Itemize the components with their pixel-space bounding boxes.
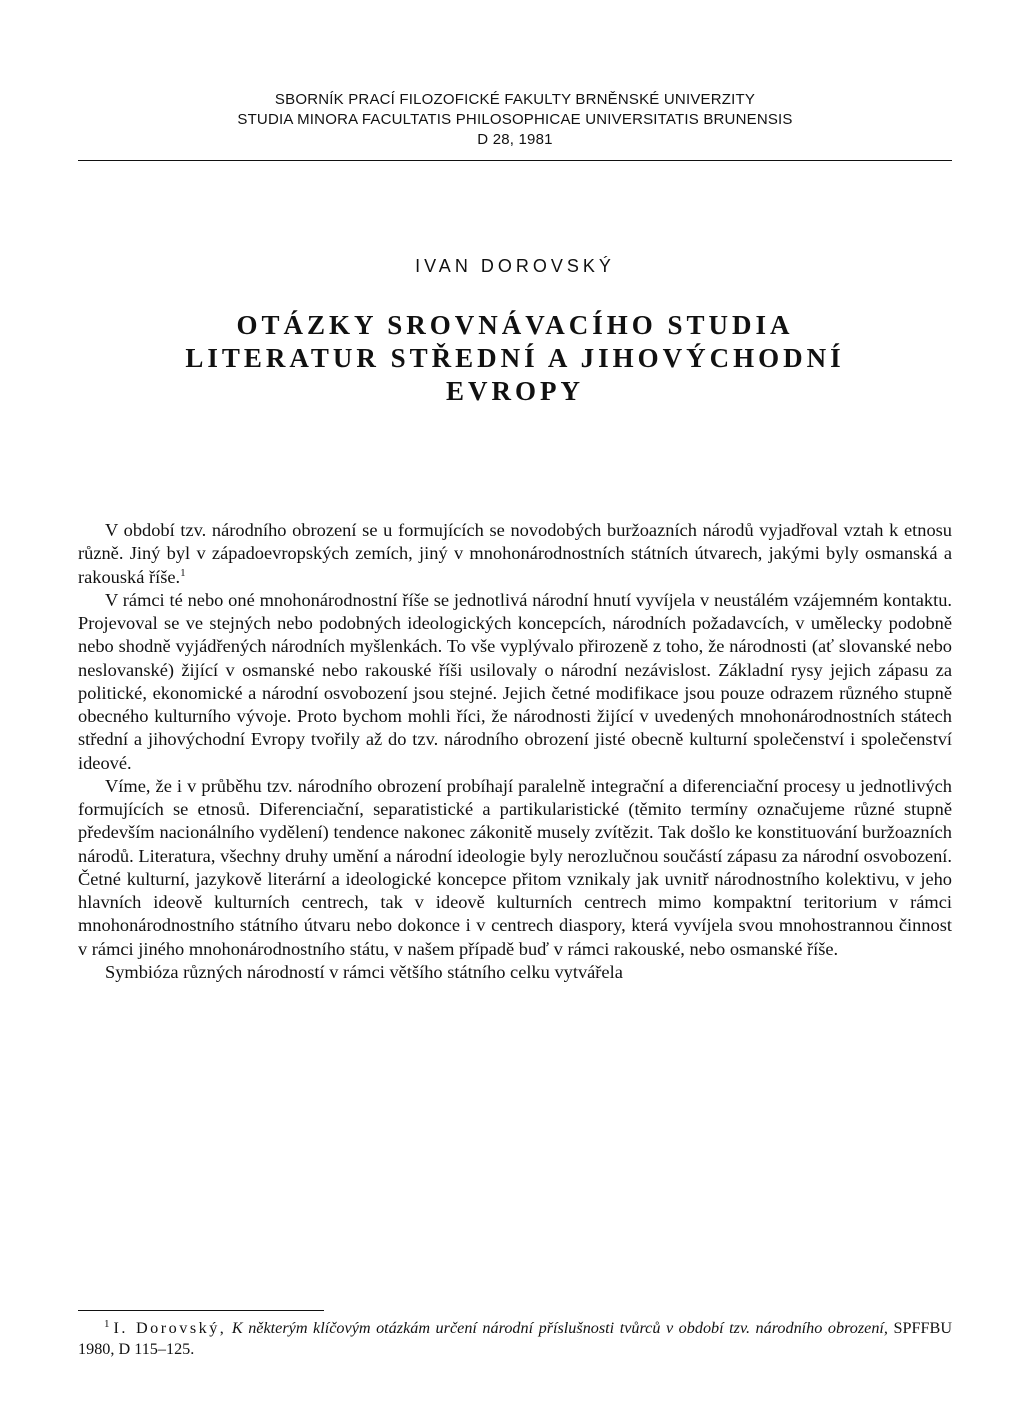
footnote bbox=[78, 1318, 952, 1360]
title-line-1: OTÁZKY SROVNÁVACÍHO STUDIA bbox=[236, 310, 794, 340]
journal-issue: D 28, 1981 bbox=[477, 131, 553, 148]
footnote-citation: SPFFBU 1980, D 115–125. bbox=[78, 1319, 953, 1358]
footnote-reference[interactable]: 1 bbox=[180, 566, 186, 579]
article-author: IVAN DOROVSKÝ bbox=[415, 256, 615, 276]
paragraph-3: Víme, že i v průběhu tzv. národního obrození probíhají paralelně integrační a diferenciační procesy u jednotlivých formujících se etnosů. Diferenciační, separatistické a partikularistické (těmito termíny označujeme různé stupně především nacionálního vydělení) tendence nakonec zákonitě musely zvítězit. Tak došlo ke konstituování buržoazních národů. Literatura, všechny druhy umění a národní ideologie byly nerozlučnou součástí zápasu za národní osvobození. Četné kulturní, jazykově literární a ideologické koncepce přitom vznikaly jak uvnitř národnostního kolektivu, v jeho hlavních ideově kulturních centrech, tak v ideově kulturních centrech mimo kompaktní teritorium v rámci mnohonárodnostního státního útvaru nebo dokonce i v centrech diaspory, která vyvíjela svou mnohostrannou činnost v rámci jiného mnohonárodnostního státu, v našem případě buď v rámci rakouské, nebo osmanské říše. bbox=[78, 775, 952, 959]
journal-title-latin: STUDIA MINORA FACULTATIS PHILOSOPHICAE UNIVERSITATIS BRUNENSIS bbox=[237, 111, 793, 128]
footnote-divider bbox=[78, 1310, 324, 1311]
footnote-author: I. Dorovský, bbox=[113, 1319, 227, 1337]
paragraph-2: V rámci té nebo oné mnohonárodnostní říše se jednotlivá národní hnutí vyvíjela v neustálém vzájemném kontaktu. Projevoval se ve stejných nebo podobných ideologických koncepcích, národních požadavcích, v umělecky podobně nebo shodně vyjádřených národních myšlenkách. To vše vyplývalo přirozeně z toho, že národnosti (ať slovanské nebo neslovanské) žijící v osmanské nebo rakouské říši usilovaly o národní nezávislost. Základní rysy jejich zápasu za politické, ekonomické a národní osvobození jsou stejné. Jejich četné modifikace jsou pouze odrazem různého stupně obecného kulturního vývoje. Proto bychom mohli říci, že národnosti žijící v uvedených mnohonárodnostních státech střední a jihovýchodní Evropy tvořily až do tzv. národního obrození jisté obecně kulturní společenství i společenství ideové. bbox=[78, 589, 952, 773]
paragraph-1 bbox=[78, 519, 952, 589]
header-divider bbox=[78, 160, 952, 161]
journal-header bbox=[78, 90, 952, 150]
footnote-cited-title: K některým klíčovým otázkám určení národní příslušnosti tvůrců v období tzv. národního obrození, bbox=[231, 1319, 888, 1337]
title-line-3: EVROPY bbox=[446, 376, 584, 406]
paragraph-1-text: V období tzv. národního obrození se u formujících se novodobých buržoazních národů vyjadřoval vztah k etnosu různě. Jiný byl v západoevropských zemích, jiný v mnohonárodnostních státních útvarech, jakými byly osmanská a rakouská říše. bbox=[78, 520, 952, 587]
journal-title-czech: SBORNÍK PRACÍ FILOZOFICKÉ FAKULTY BRNĚNSKÉ UNIVERZITY bbox=[274, 91, 756, 108]
title-line-2: LITERATUR STŘEDNÍ A JIHOVÝCHODNÍ bbox=[185, 343, 845, 373]
footnote-mark: 1 bbox=[104, 1317, 110, 1330]
article-body bbox=[78, 519, 952, 984]
paragraph-4: Symbióza různých národností v rámci většího státního celku vytvářela bbox=[105, 961, 623, 982]
article-title bbox=[78, 309, 952, 408]
